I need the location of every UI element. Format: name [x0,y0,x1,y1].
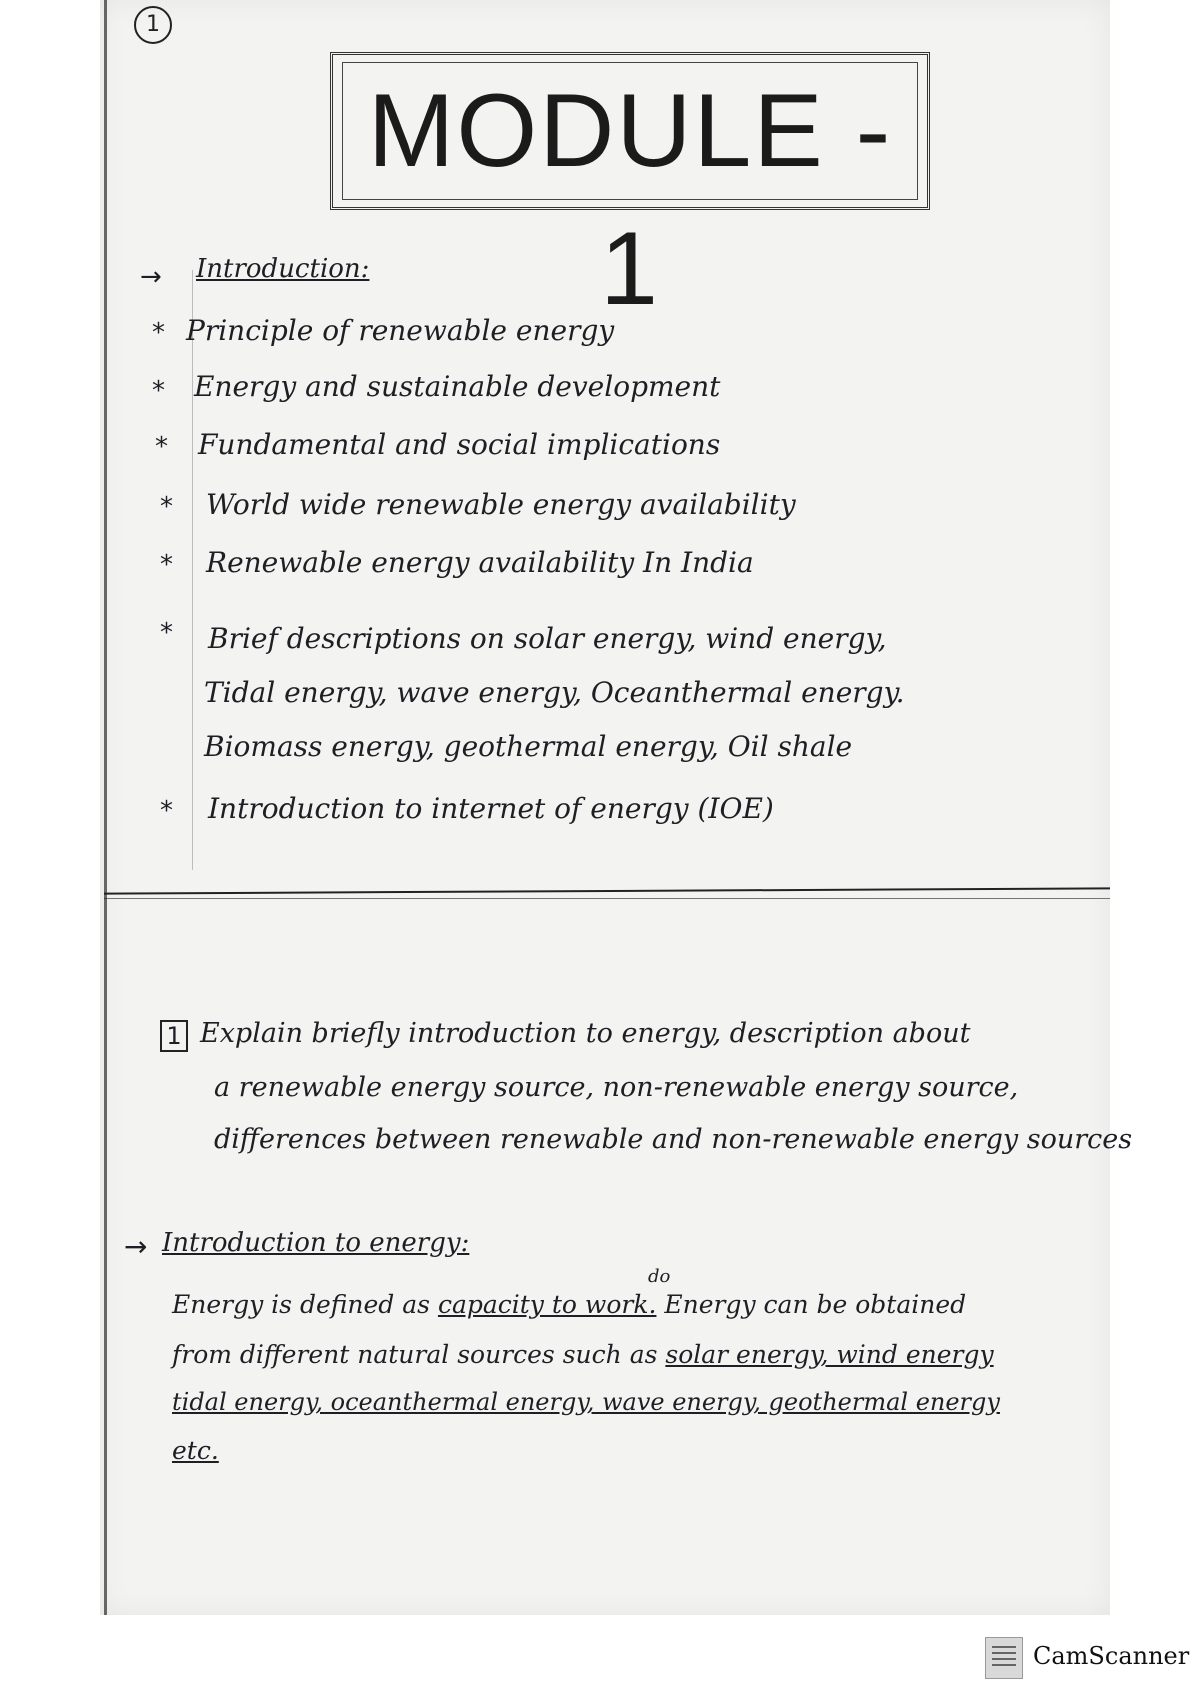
asterisk-bullet-icon: * [160,550,173,580]
asterisk-bullet-icon: * [152,318,165,348]
page-number: 1 [134,6,172,44]
question-line: differences between renewable and non-renewable energy sources [214,1124,1133,1155]
list-item: World wide renewable energy availability [206,488,796,521]
list-item-continuation: Biomass energy, geothermal energy, Oil shale [204,730,853,763]
inner-rule [192,270,193,870]
list-item: Fundamental and social implications [198,428,721,461]
intro-energy-heading: Introduction to energy: [162,1228,470,1258]
question-line: a renewable energy source, non-renewable energy source, [214,1072,1019,1103]
paragraph-line: from different natural sources such as solar energy, wind energy [172,1340,994,1369]
margin-line [104,0,107,1615]
list-item: Energy and sustainable development [194,370,721,403]
list-item: Principle of renewable energy [186,314,615,347]
list-item-continuation: Tidal energy, wave energy, Oceanthermal energy. [204,676,905,709]
asterisk-bullet-icon: * [160,618,173,648]
asterisk-bullet-icon: * [152,376,165,406]
page-title: MODULE - 1 [367,73,893,327]
list-item: Brief descriptions on solar energy, wind energy, [208,622,887,655]
list-item: Introduction to internet of energy (IOE) [208,792,774,825]
introduction-heading: Introduction: [196,254,370,284]
question-line: Explain briefly introduction to energy, description about [200,1018,971,1049]
arrow-icon: → [124,1230,148,1263]
paragraph-line: tidal energy, oceanthermal energy, wave energy, geothermal energy [172,1388,1000,1416]
inserted-word: do [648,1266,671,1287]
arrow-icon: → [140,262,162,292]
paragraph-line: etc. [172,1436,219,1465]
paragraph-line: Energy is defined as capacity to work. Energy can be obtained [172,1290,967,1319]
asterisk-bullet-icon: * [155,432,168,462]
camscanner-logo-icon [985,1637,1023,1679]
section-separator [104,898,1110,899]
camscanner-brand: CamScanner [1033,1642,1190,1670]
asterisk-bullet-icon: * [160,796,173,826]
question-number-box: 1 [160,1020,188,1052]
asterisk-bullet-icon: * [160,492,173,522]
list-item: Renewable energy availability In India [206,546,754,579]
